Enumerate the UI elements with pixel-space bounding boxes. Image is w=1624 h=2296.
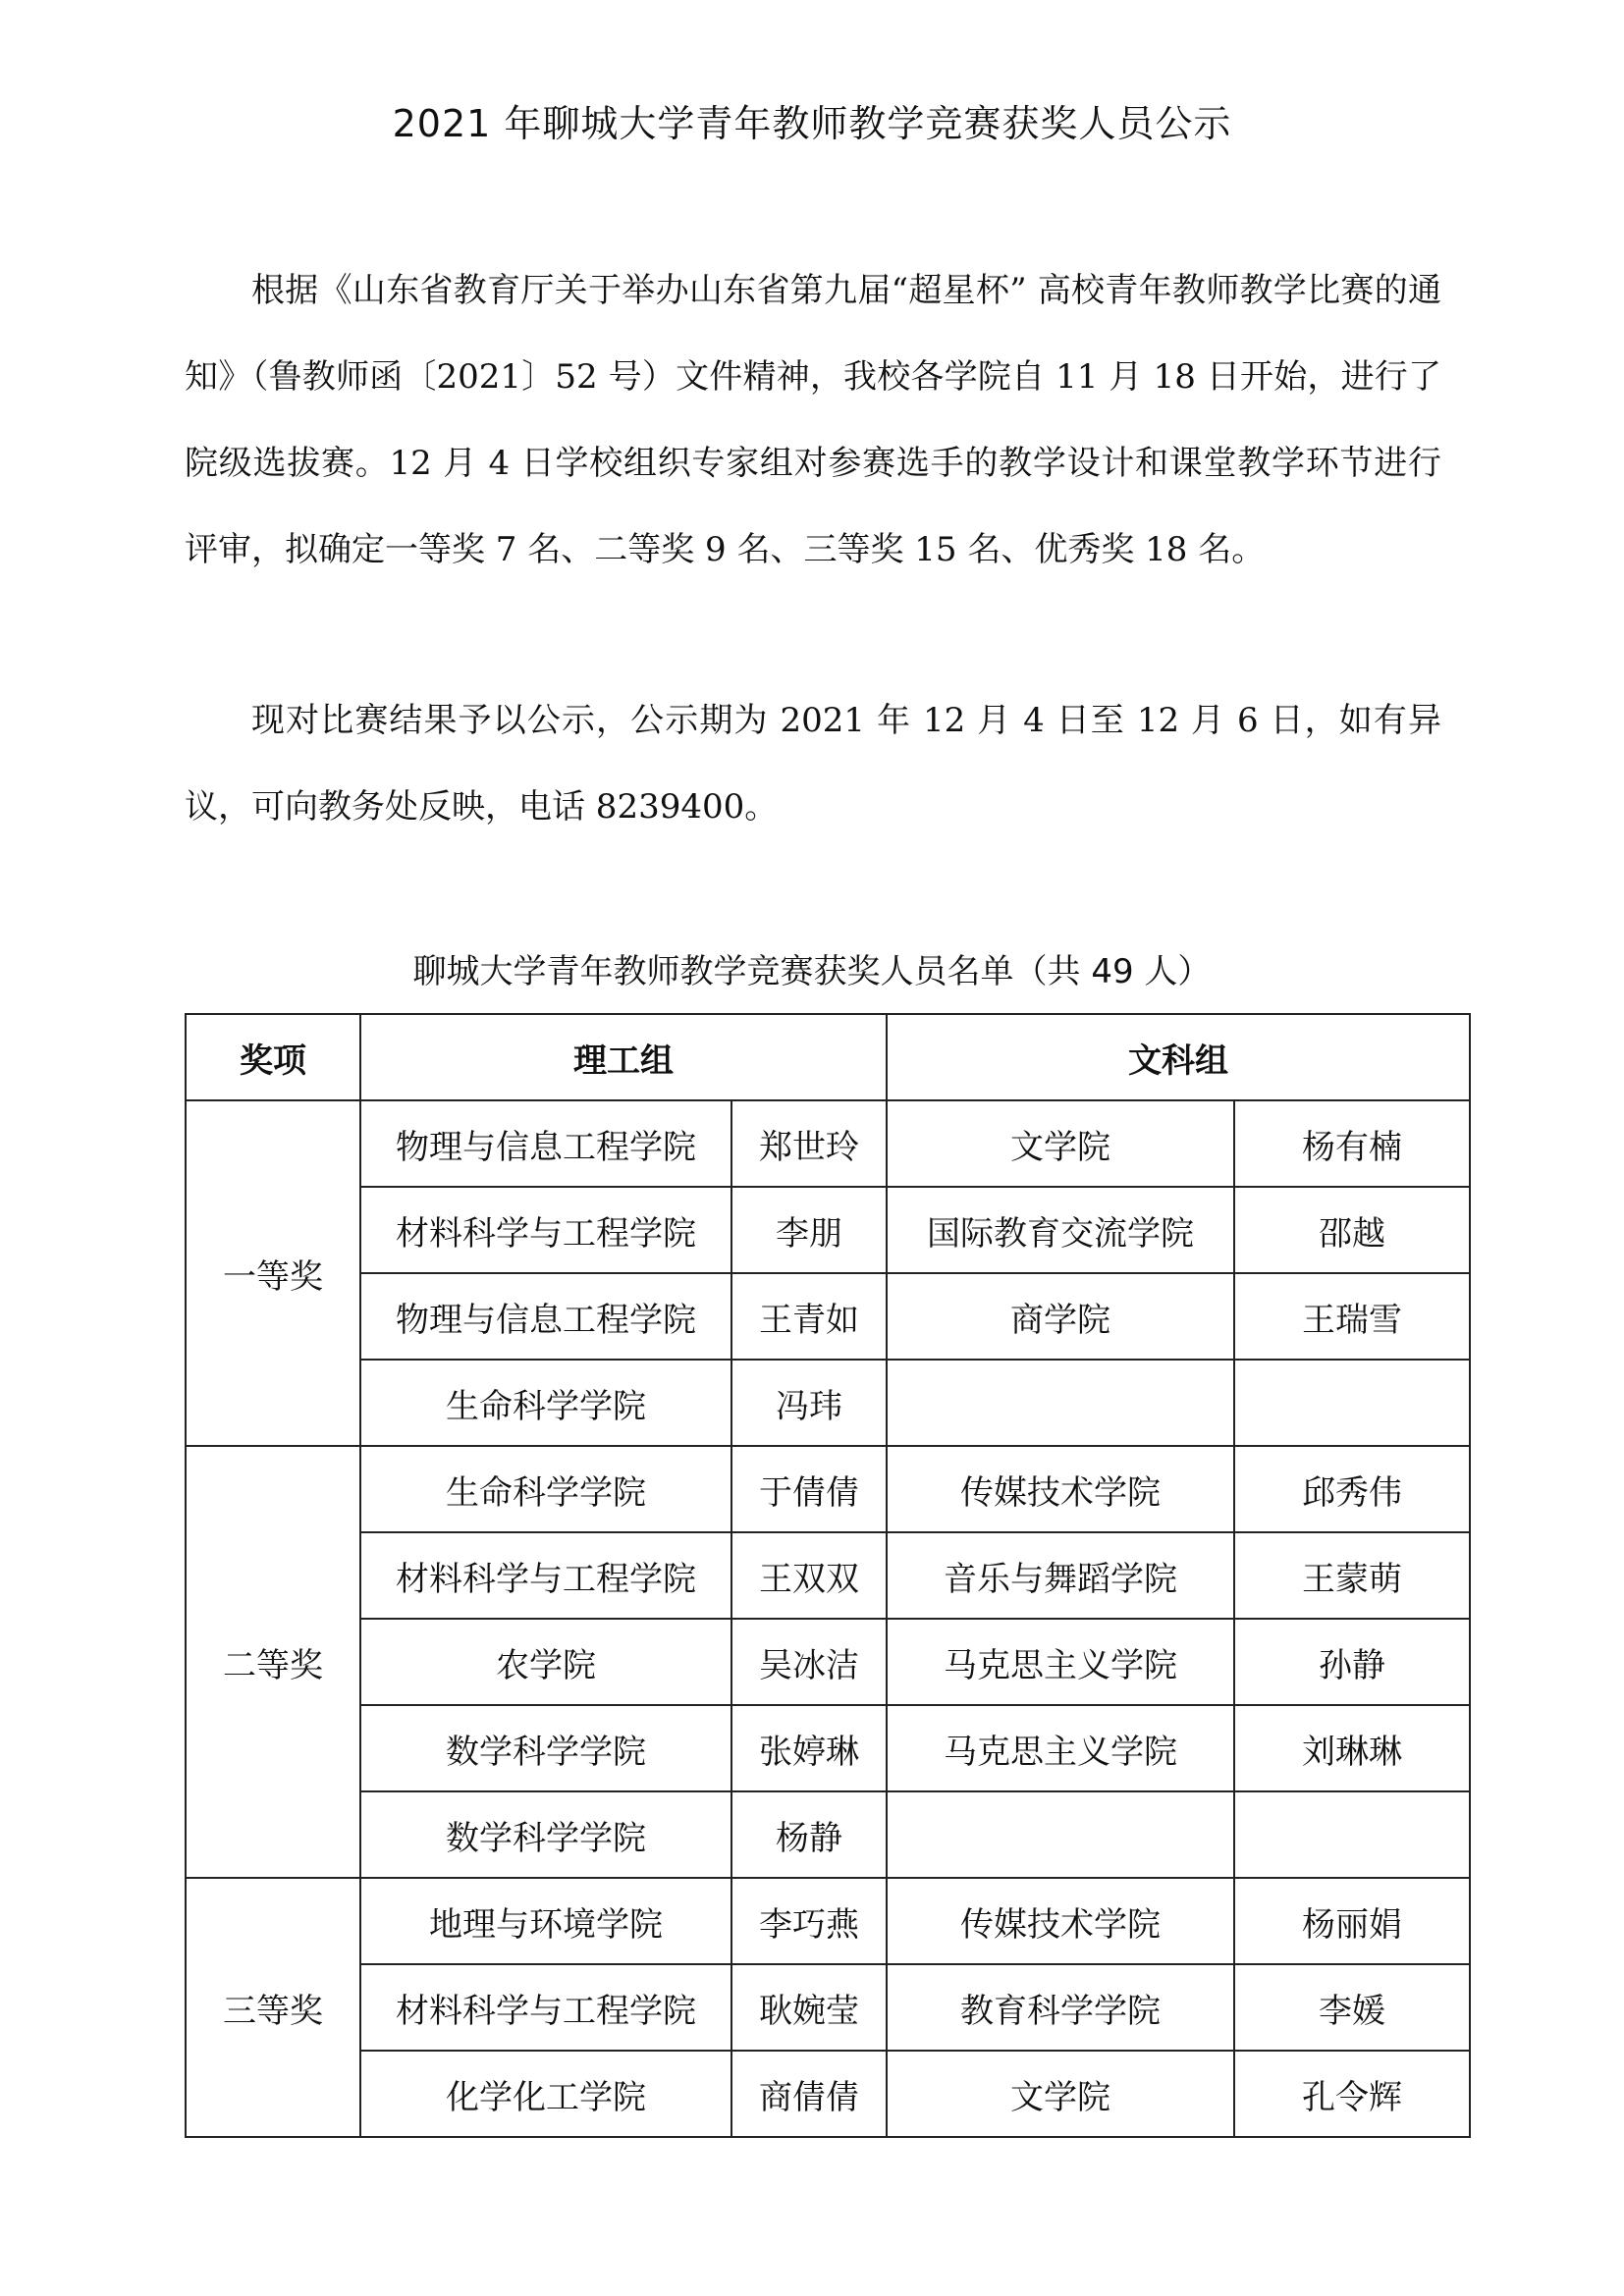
- liberal-name-cell: 王瑞雪: [1234, 1273, 1470, 1360]
- science-college-cell: 生命科学学院: [360, 1360, 731, 1446]
- liberal-college-cell: 国际教育交流学院: [887, 1187, 1234, 1273]
- notice-paragraph-1: 根据《山东省教育厅关于举办山东省第九届“超星杯” 高校青年教师教学比赛的通知》（鲁教师函〔2021〕52 号）文件精神，我校各学院自 11 月 18 日开始，进行了院级选拔赛。12 月 4 日学校组织专家组对参赛选手的教学设计和课堂教学环节进行评审，拟确定一等奖 7 名、二等奖 9 名、三等奖 15 名、优秀奖 18 名。: [185, 271, 1441, 569]
- science-name-cell: 冯玮: [731, 1360, 887, 1446]
- liberal-college-cell: 传媒技术学院: [887, 1446, 1234, 1532]
- liberal-name-cell: 邵越: [1234, 1187, 1470, 1273]
- science-name-cell: 商倩倩: [731, 2051, 887, 2137]
- award-level-cell: 一等奖: [186, 1100, 360, 1446]
- science-name-cell: 杨静: [731, 1791, 887, 1878]
- award-level-cell: 二等奖: [186, 1446, 360, 1878]
- header-award: 奖项: [186, 1014, 360, 1100]
- liberal-name-cell: 王蒙萌: [1234, 1532, 1470, 1619]
- table-title: 聊城大学青年教师教学竞赛获奖人员名单（共 49 人）: [412, 952, 1212, 991]
- liberal-name-cell: 杨丽娟: [1234, 1878, 1470, 1964]
- science-name-cell: 于倩倩: [731, 1446, 887, 1532]
- science-college-cell: 材料科学与工程学院: [360, 1964, 731, 2051]
- liberal-college-cell: 文学院: [887, 2051, 1234, 2137]
- table-row: [186, 1100, 1470, 1187]
- science-college-cell: 材料科学与工程学院: [360, 1187, 731, 1273]
- table-row: [186, 1619, 1470, 1705]
- award-level-cell: 三等奖: [186, 1878, 360, 2137]
- liberal-college-cell: 马克思主义学院: [887, 1619, 1234, 1705]
- table-row: [186, 1878, 1470, 1964]
- science-name-cell: 张婷琳: [731, 1705, 887, 1791]
- science-name-cell: 吴冰洁: [731, 1619, 887, 1705]
- table-row: [186, 2051, 1470, 2137]
- science-college-cell: 物理与信息工程学院: [360, 1100, 731, 1187]
- science-college-cell: 地理与环境学院: [360, 1878, 731, 1964]
- science-college-cell: 材料科学与工程学院: [360, 1532, 731, 1619]
- table-row: [186, 1360, 1470, 1446]
- liberal-college-cell: 音乐与舞蹈学院: [887, 1532, 1234, 1619]
- science-college-cell: 化学化工学院: [360, 2051, 731, 2137]
- liberal-name-cell: [1234, 1360, 1470, 1446]
- table-row: [186, 1532, 1470, 1619]
- liberal-name-cell: 孙静: [1234, 1619, 1470, 1705]
- science-name-cell: 王双双: [731, 1532, 887, 1619]
- liberal-name-cell: 孔令辉: [1234, 2051, 1470, 2137]
- liberal-name-cell: 李媛: [1234, 1964, 1470, 2051]
- notice-paragraph-2: 现对比赛结果予以公示，公示期为 2021 年 12 月 4 日至 12 月 6 日，如有异议，可向教务处反映，电话 8239400。: [185, 701, 1441, 827]
- header-liberal-group: 文科组: [887, 1014, 1470, 1100]
- table-header-row: [186, 1014, 1470, 1100]
- liberal-name-cell: 刘琳琳: [1234, 1705, 1470, 1791]
- table-row: [186, 1964, 1470, 2051]
- science-name-cell: 李朋: [731, 1187, 887, 1273]
- table-row: [186, 1446, 1470, 1532]
- table-row: [186, 1791, 1470, 1878]
- header-science-group: 理工组: [360, 1014, 887, 1100]
- liberal-college-cell: 文学院: [887, 1100, 1234, 1187]
- liberal-name-cell: 邱秀伟: [1234, 1446, 1470, 1532]
- science-college-cell: 数学科学学院: [360, 1705, 731, 1791]
- science-name-cell: 李巧燕: [731, 1878, 887, 1964]
- science-college-cell: 数学科学学院: [360, 1791, 731, 1878]
- science-name-cell: 王青如: [731, 1273, 887, 1360]
- liberal-name-cell: 杨有楠: [1234, 1100, 1470, 1187]
- table-row: [186, 1705, 1470, 1791]
- science-name-cell: 耿婉莹: [731, 1964, 887, 2051]
- science-college-cell: 农学院: [360, 1619, 731, 1705]
- liberal-name-cell: [1234, 1791, 1470, 1878]
- liberal-college-cell: 商学院: [887, 1273, 1234, 1360]
- liberal-college-cell: 马克思主义学院: [887, 1705, 1234, 1791]
- table-row: [186, 1273, 1470, 1360]
- science-college-cell: 生命科学学院: [360, 1446, 731, 1532]
- awards-table: [185, 1013, 1471, 2138]
- liberal-college-cell: 传媒技术学院: [887, 1878, 1234, 1964]
- science-college-cell: 物理与信息工程学院: [360, 1273, 731, 1360]
- table-row: [186, 1187, 1470, 1273]
- page-title: 2021 年聊城大学青年教师教学竞赛获奖人员公示: [392, 102, 1232, 145]
- liberal-college-cell: 教育科学学院: [887, 1964, 1234, 2051]
- liberal-college-cell: [887, 1791, 1234, 1878]
- liberal-college-cell: [887, 1360, 1234, 1446]
- science-name-cell: 郑世玲: [731, 1100, 887, 1187]
